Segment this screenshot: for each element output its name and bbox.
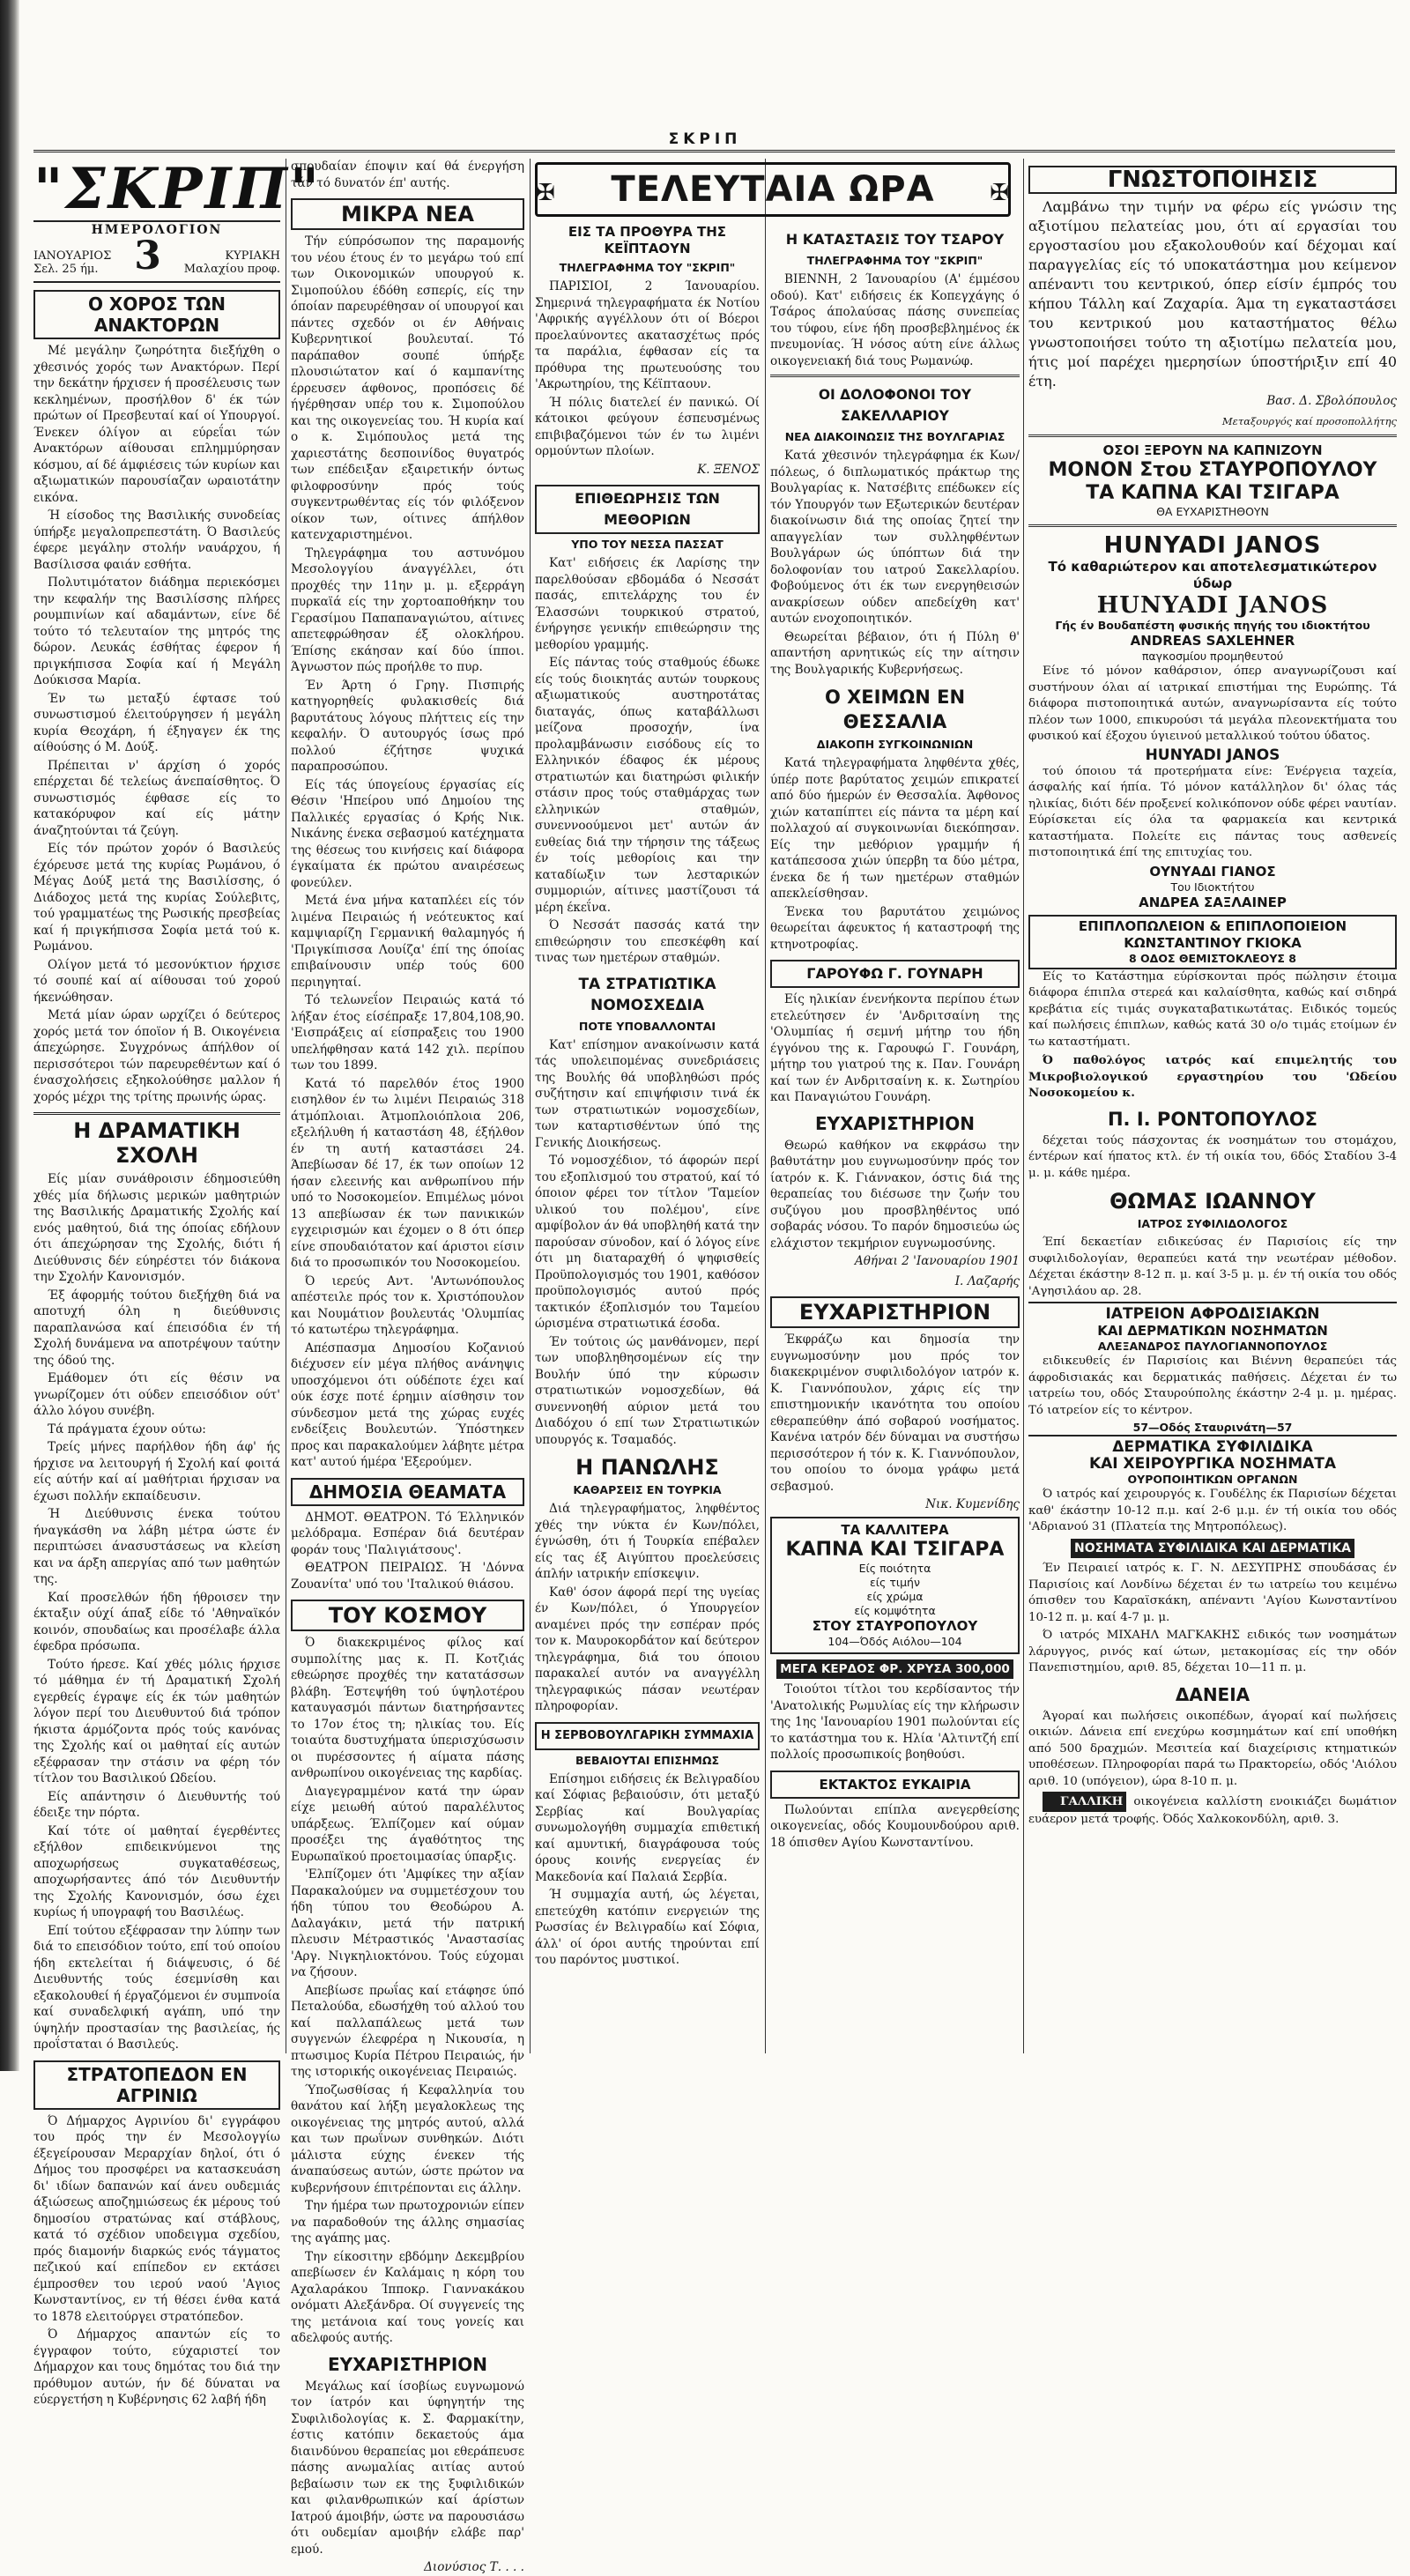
- hunyadi-brand-2: HUNYADI JANOS: [1145, 746, 1280, 764]
- section-title-thanks: ΕΥΧΑΡΙΣΤΗΡΙΟΝ: [327, 2353, 488, 2375]
- article-paragraph: Κατά τηλεγραφήματα ληφθέντα χθές, ύπέρ ποτε βαρύτατος χειμών επικρατεί από δύο ήμερών έν Θεσσαλία. Άφθονος χιών καταπίπτει είς πάντα τα μέρη καί πολλαχού αί συγκοινωνίαι διεκόπησαν. Είς την μεθόριον γραμμήν ή κατάπεσοσα χιών ύπερβη τα δύο μέτρα, ένεκα δε ή των ημετέρων σταθμών απεκλείσθησαν.: [770, 756, 1020, 901]
- tobacco-ad: [1028, 442, 1397, 519]
- article-paragraph: Μετά ένα μήνα καταπλέει είς τόν λιμένα Πειραιώς ή νεότευκτος καί καμψιαρίζη Γερμανική θαλαμηγός ή 'Πριγκίπισσα Λουίζα' έπί της όποίας επιβαίνουσιν υπέρ τούς 600 περιηγηταί.: [291, 894, 524, 990]
- article-title-military-bills: ΤΑ ΣΤΡΑΤΙΩΤΙΚΑ ΝΟΜΟΣΧΕΔΙΑ: [578, 975, 716, 1014]
- article-paragraph: Έν Άρτη ό Γρηγ. Πισπιρής κατηγορηθείς φυλακισθείς διά βαρυτάτους λόγους πλήττεις είς την κεφαλήν. Ό αυτουργός ίσως πρό πολλού έζήτησε ψυχικά παραπροσώπου.: [291, 678, 524, 774]
- article-title-agrinio: ΣΤΡΑΤΟΠΕΔΟΝ ΕΝ ΑΓΡΙΝΙΩ: [33, 2060, 280, 2110]
- ornament-right-icon: ✠: [990, 180, 1010, 206]
- doctor-2-text: Έπί δεκαετίαν ειδικεύσας έν Παρισίοις είς την συφιλιδολογίαν, θεραπεύει κατά την νεωτέραν μέθοδον. Δέχεται έκάστην 8-12 π. μ. καί 3-5 μ. μ. έν τή οικία του οδός 'Αγησιλάου αρ. 28.: [1028, 1236, 1397, 1298]
- ad-line: 8 ΟΔΟΣ ΘΕΜΙΣΤΟΚΛΕΟΥΣ 8: [1129, 951, 1296, 965]
- article-paragraph: Τρείς μήνες παρήλθον ήδη άφ' ής ήρχισε να λειτουργή ή Σχολή καί φοιτά είς αύτήν καί αί μαθήτριαι ήρχισαν να έχωσι πολλήν εκπαίδευσιν.: [33, 1440, 280, 1503]
- doctor-1-intro: Ό παθολόγος ιατρός καί επιμελητής του Μικροβιολογικού εργαστηρίου του 'Ωδείου Νοσοκομείου κ.: [1028, 1053, 1397, 1100]
- column-rule-4: [1023, 159, 1024, 2053]
- article-paragraph: Την ήμέρα των πρωτοχρονιών είπεν να παραδοθούν της άλλης σημασίας της αγάπης μας.: [291, 2199, 524, 2246]
- ad-line: είς κομψότητα: [854, 1603, 936, 1617]
- article-title-murderers: ΟΙ ΔΟΛΟΦΟΝΟΙ ΤΟΥ ΣΑΚΕΛΛΑΡΙΟΥ: [818, 387, 972, 424]
- article-paragraph: ΔΗΜΟΤ. ΘΕΑΤΡΟΝ. Τό Έλληνικόν μελόδραμα. Εσπέραν διά δευτέραν φοράν τους 'Παλιγιάτσους'.: [291, 1510, 524, 1557]
- loans-title: ΔΑΝΕΙΑ: [1175, 1683, 1250, 1705]
- syphilis-title: ΝΟΣΗΜΑΤΑ ΣΥΦΙΛΙΔΙΚΑ ΚΑΙ ΔΕΡΜΑΤΙΚΑ: [1071, 1539, 1354, 1559]
- ad-line: ΘΑ ΕΥΧΑΡΙΣΤΗΘΟΥΝ: [1156, 505, 1269, 518]
- telegram-signature: Κ. ΞΕΝΟΣ: [697, 462, 760, 477]
- article-title-alliance: Η ΣΕΡΒΟΒΟΥΛΓΑΡΙΚΗ ΣΥΜΜΑΧΙΑ: [535, 1722, 760, 1750]
- article-paragraph: Κατά χθεσινόν τηλεγράφημα έκ Κων/πόλεως, ό διπλωματικός πράκτωρ της Βουλγαρίας κ. Νατσέβιτς επέδωκεν είς τόν Υπουργόν των Εξωτερικών δευτέραν διακοίνωσιν διά της οποίας ζητεί την απαγγελίαν των συλληφθέντων Βουλγάρων ώς ύπόπτων διά την δολοφονίαν του ιατρού Σακελλαρίου. Φοβούμενος ότι έκ των ενεργηθεισών ανακρίσεων ούδεν απεδείχθη κατ' αυτών ενοχοποιητικόν.: [770, 449, 1020, 626]
- notice-signature: Βασ. Δ. Σβολόπουλος: [1266, 394, 1397, 408]
- section-title-society: ΤΟΥ ΚΟΣΜΟΥ: [291, 1600, 524, 1631]
- french-title: ΓΑΛΛΙΚΗ: [1043, 1792, 1126, 1812]
- column-1: [33, 156, 323, 2407]
- article-paragraph: Τηλεγράφημα του αστυνόμου Μεσολογγίου άναγγέλλει, ότι προχθές την 11ην μ. μ. εξερράγη πυρκαϊά είς την χορτοαποθήκην του Γερασίμου Παπαπαναγιώτου, αίτινες απετεφρώθησαν έξ ολοκλήρου. Έπίσης εκάησαν καί δύο ίπποι. Άγνωστον πώς προήλθε το πυρ.: [291, 546, 524, 674]
- gounari-text: Είς ηλικίαν ένενήκοντα περίπου έτων ετελεύτησεν έν 'Ανδριτσαίνη της 'Ολυμπίας ή σεμνή μήτηρ του ήδη έγγόνου της κ. Γαρουφώ Γ. Γουνάρη, μήτηρ του γιατρού της κ. Παν. Γουνάρη καί των έν Ανδριτσαίνη κ. κ. Σωτηρίου και Παναγιώτου Γουνάρη.: [770, 992, 1020, 1104]
- thanks-text: Μεγάλως καί ίσοβίως ευγνωμονώ τον ίατρόν και ύφηγητήν της Συφιλιδολογίας κ. Σ. Φαρμακίτην, έστις κατόπιν δεκαετούς άμα διαινδύνου θεραπείας μοι εθεράπευσε πάσης ανωμαλίας αιτίας αυτού βεβαίωσιν των εκ της ξυφιλιδικών και φιλανθρωπικών καί άρίστων Ιατρού άμοιβήν, ώστε να παρουσιάσω ότι ουδεμίαν αμοιβήν ελάβε παρ' εμού.: [291, 2379, 524, 2557]
- ad-line: ΙΑΤΡΕΙΟΝ ΑΦΡΟΔΙΣΙΑΚΩΝ: [1105, 1305, 1320, 1323]
- article-paragraph: Κατά τό παρελθόν έτος 1900 εισηλθον έν τω λιμένι Πειραιώς 318 άτμόπλοιαι. Άτμοπλοιόπλοια 206, εξελήλυθη ή καταστάση 48, έξήλθον έν τη αυτή καταστάσει 24. Άπεβίωσαν δέ 17, έκ των οποίων 12 ήσαν ελεεινής και ανθρωπίνου πήν υπό το Νοσοκομείον. Επιμέλως μόνοι 13 απεβίωσαν έκ των πανικικών εγχειρισμών και έχομεν ο 8 ότι όπερ είνε σπουδαιότατον καί άριστοι είσιν διά το προσωπικόν του Νοσοκομείου.: [291, 1076, 524, 1270]
- article-title-thanks-1: ΕΥΧΑΡΙΣΤΗΡΙΟΝ: [814, 1112, 976, 1134]
- article-paragraph: ΒΙΕΝΝΗ, 2 Ίανουαρίου (Α' έμμέσου οδού). Κατ' ειδήσεις έκ Κοπεγχάγης ό Τσάρος άπολαύσας πάσης συνεπείας του τύφου, είνε ήδη προσβεβλημένος έκ πνευμονίας. Ή νόσος αύτη είνε άλλως οικογενειακή διά τους Ρωμανώφ.: [770, 272, 1020, 368]
- ad-line: ΑΛΕΞΑΝΔΡΟΣ ΠΑΥΛΟΓΙΑΝΝΟΠΟΥΛΟΣ: [1097, 1340, 1328, 1353]
- article-paragraph: Είς μίαν συνάθροισιν έδημοσιεύθη χθές μία δήλωσις μερικών μαθητριών της Βασιλικής Δραματικής Σχολής καί ενός μαθητού, διά της όποίας εδήλουν ότι άπεχώρησαν της Σχολής, διότι ή Διεύθυνσις δέν εύηρέστει τόν διάκονα την Σχολήν Κανονισμόν.: [33, 1172, 280, 1284]
- article-paragraph: Τό τελωνεΐον Πειραιώς κατά τό λήξαν έτος είσέπραξε 17,804,108,90. 'Εισπράξεις αί είσπραξεις του 1900 υπελήφθησαν κατά 142 χιλ. περίπου των του 1899.: [291, 993, 524, 1073]
- ad-line: ΕΠΙΠΛΟΠΩΛΕΙΟΝ & ΕΠΙΠΛΟΠΟΙΕΙΟΝ: [1078, 917, 1347, 934]
- article-paragraph: Καί τότε οί μαθηταί έγερθέντες εξήλθον επιδεικνύμενοι της αποχωρήσεως συγκαταθέσεως, αποχωρήσαντες άπό τόν Διευθυντήν της Σχολής Κανονισμόν, όσω έχει κυρίως ή υπογραφή του Βασιλέως.: [33, 1823, 280, 1919]
- article-paragraph: Επί τούτου εξέφρασαν την λύπην των διά το επεισόδιον τούτο, επί τού οποίου ήδη εκτελείται ή διάψευσις, ό δέ Διευθυντής τούς έσεμνίσθη και εξακολουθεί ή έργαζόμενοι έν συμπνοία καί συναδελφική αγάπη, υπό την ύψηλήν προστασίαν της βασιλείας, ής προΐσταται ό Βασιλεύς.: [33, 1923, 280, 2052]
- calendar-sunrise: Σελ. 25 ήμ.: [33, 263, 99, 276]
- article-paragraph: Μετά μίαν ώραν ωρχίζει ό δεύτερος χορός μετά τον όποϊον ή Β. Οικογένεια άπεχώρησε. Συγχρόνως άπήλθον οί περισσότεροι τών παρευρεθέντων καί ό ένασχολήσεις εξηκολούθησε μαλλον ή χορός μέχρι της τρίτης πρωινής ώρας.: [33, 1008, 280, 1104]
- big-profit-title: ΜΕΓΑ ΚΕΡΔΟΣ ΦΡ. ΧΡΥΣΑ 300,000: [776, 1659, 1013, 1680]
- ad-line: ΟΣΟΙ ΞΕΡΟΥΝ ΝΑ ΚΑΠΝΙΖΟΥΝ: [1102, 442, 1323, 458]
- alliance-sub: ΒΕΒΑΙΟΥΤΑΙ ΕΠΙΣΗΜΩΣ: [575, 1753, 720, 1767]
- ad-line: ΚΑΙ ΧΕΙΡΟΥΡΓΙΚΑ ΝΟΣΗΜΑΤΑ: [1088, 1455, 1337, 1473]
- thanks-1-date: Αθήναι 2 'Ιανουαρίου 1901: [854, 1254, 1020, 1268]
- article-paragraph: Ολίγον μετά τό μεσονύκτιον ήρχισε τό σουπέ καί αί αίθουσαι τού χορού ήκενώθησαν.: [33, 957, 280, 1005]
- loans-text: Άγοραί και πωλήσεις οικοπέδων, άγοραί καί πωλήσεις οικιών. Δάνεια επί ενεχύρω κοσμημάτων καί επί υποθήκη από 500 δραχμών. Μεσιτεία καί διαχείρισις κτηματικών υποθέσεων. Πληροφορίαι παρά τω Πρακτορείω, οδός 'Αιόλου αριθ. 10 (υπόγειον), ώρα 8-10 π. μ.: [1028, 1709, 1397, 1788]
- article-paragraph: Ό ιερεύς Αντ. 'Αντωνόπουλος απέστειλε πρός τον κ. Χριστόπουλον και Νουμάτιον βουλευτάς 'Ολυμπίας τό κατωτέρω τηλεγράφημα.: [291, 1273, 524, 1337]
- opportunity-text: Πωλούνται επίπλα ανεγερθείσης οικογενείας, οδός Κουμουνδούρου αριθ. 18 όπισθεν Αγίου Κωνσταντίνου.: [770, 1802, 1020, 1850]
- cigarettes-ad: [770, 1517, 1020, 1654]
- border-inspection-sub: ΥΠΟ ΤΟΥ ΝΕΣΣΑ ΠΑΣΣΑΤ: [571, 538, 724, 551]
- page-fold-shadow: [0, 0, 19, 2071]
- ad-line: παγκοσμίου προμηθευτού: [1141, 650, 1284, 663]
- ad-line: είς χρώμα: [866, 1589, 924, 1603]
- article-paragraph: Τό νομοσχέδιον, τό άφορών περί του εξοπλισμού του στρατού, καί τό όποιον φέρει τον τίτλον 'Ταμείον υλικού του πολέμου', είνε αμφίβολον άν θά υποβληθή κατά την παρούσαν σύνοδον, καί ό λόγος είνε ότι μη διαταραχθή ό ψηφισθείς Προϋπολογισμός του 1901, καθόσον προϋπολογισμός αυτού πρός τακτικόν έξοπλισμόν του Ταμείου ώρισμένα στρατιωτικά έσοδα.: [535, 1154, 761, 1331]
- article-paragraph: Καί προσελθών ήδη ήθροισεν την έκταξιν ούχί άπαξ είδε τό 'Αθηναϊκόν κοινόν, σπουδαίως και προσέλαβε άλλα έφεδρα πρόσωπα.: [33, 1590, 280, 1653]
- doctor-2-name: ΘΩΜΑΣ ΙΩΑΝΝΟΥ: [1109, 1189, 1316, 1214]
- article-paragraph: Είς τόν πρώτον χορόν ό Βασιλεύς έχόρευσε μετά της κυρίας Ρωμάνου, ό Μέγας Δούξ μετά της Βασιλίσσης, ό Διάδοχος μετά της κυρίας Σούλεβιτς, τού γραμματέως της Ρωσικής πρεσβείας καί ή πριγκήπισσα Σοφία μετά τού κ. Ρωμάνου.: [33, 842, 280, 954]
- column-5: [1028, 159, 1397, 2053]
- winter-sub: ΔΙΑΚΟΠΗ ΣΥΓΚΟΙΝΩΝΙΩΝ: [816, 738, 974, 751]
- doctor-1-name: Π. Ι. ΡΟΝΤΟΠΟΥΛΟΣ: [1107, 1108, 1318, 1130]
- article-title-ball: Ο ΧΟΡΟΣ ΤΩΝ ΑΝΑΚΤΟΡΩΝ: [33, 290, 280, 339]
- article-paragraph: Διά τηλεγραφήματος, ληφθέντος χθές την νύκτα έν Κων/πόλει, έγνώσθη, ότι ή Τουρκία επέβαλεν είς τας έξ Αιγύπτου προελεύσεις άπλήν ιατρικήν επίσκεψιν.: [535, 1502, 760, 1581]
- big-profit-text: Τοιούτοι τίτλοι του κερδίσαντος τήν 'Ανατολικής Ρωμυλίας είς την κλήρωσιν της 1ης 'Ιανουαρίου 1901 πωλούνται είς το κατάστημα του κ. Ηλία 'Αλτιντζή επί πολλοίς προσωπικοίς βοηθούσι.: [770, 1682, 1020, 1762]
- article-title-opportunity: ΕΚΤΑΚΤΟΣ ΕΥΚΑΙΡΙΑ: [770, 1771, 1020, 1799]
- article-paragraph: Ή συμμαχία αυτή, ώς λέγεται, επετεύχθη κατόπιν ενεργειών της Ρωσσίας έν Βελιγραδίω καί Σόφια, άλλ' οί όροι αυτής τηρούνται επί του παρόντος μυστικοί.: [535, 1888, 760, 1967]
- article-paragraph: Μέ μεγάλην ζωηρότητα διεξήχθη ο χθεσινός χορός των Ανακτόρων. Περί την δεκάτην ήρχισεν ή προσέλευσις των κεκλημένων, προσήλθον δ' έκ τών πρώτων οί Πρεσβευταί καί οί Υπουργοί. Ένεκεν όλίγον αι εύρεΐαι τών Ανακτόρων αίθουσαι επλημμύρησαν κόσμου, αί δέ άμφιέσεις τών κυρίων και αξιωματικών παρουσίαζαν ωραιοτάτην εικόνα.: [33, 344, 280, 505]
- article-paragraph: Απεβίωσε πρωΐας καί ετάφησε ύπό Πεταλούδα, εδωσήχθη τού αλλού του καί παλλαπάλεως μετά των συγγενών έλεφρέρα η Νικουσία, η πτωσιμος Κυρία Πέτρου Πειραιώς, ήν της ιστορικής οικογένειας Πειραιώς.: [291, 1983, 524, 2079]
- calendar-weekday: ΚΥΡΙΑΚΗ: [225, 249, 280, 263]
- furniture-text: Είς το Κατάστημα εύρίσκονται πρός πώλησιν έτοιμα διάφορα έπιπλα στερεά και καλαίσθητα, καθώς καί σιδηρά κρεβάτια είς τιμάς συγκαταβατικωτάτας. Ειδικός τομεύς καί πωλήσεις έπιπλων, καθώς κατά 30 ο/ο τιμάς ετοίμων έν τω καταστήματι.: [1028, 969, 1397, 1049]
- calendar-saint: Μαλαχίου προφ.: [183, 263, 280, 276]
- article-title-tsar: Η ΚΑΤΑΣΤΑΣΙΣ ΤΟΥ ΤΣΑΡΟΥ: [785, 231, 1005, 248]
- article-paragraph: ΠΑΡΙΣΙΟΙ, 2 Ίανουαρίου. Σημερινά τηλεγραφήματα έκ Νοτίου 'Αφρικής αγγέλλουν ότι οί Βόεροι προελαύνοντες ακατασχέτως πρός τα παράλια, έφθασαν είς τα πρόθυρα της πρωτευούσης του 'Ακρωτηρίου, της Κέϊπταουν.: [535, 279, 760, 391]
- thanks-signature: Διονύσιος Τ. . . .: [424, 2560, 524, 2574]
- clinic-ad: [1028, 1302, 1397, 1354]
- section-title-small-news: ΜΙΚΡΑ ΝΕΑ: [291, 198, 524, 230]
- article-paragraph: Καθ' όσον άφορά περί της υγείας έν Κων/πόλει, ό Υπουργείον αναμένει πρός την εσπέραν πρός τον κ. Μαυροκορδάτον καί δεύτερον τηλεγράφημα, διά του όποιου παρακαλεί αυτόν να αναγγέλλη τηλεγραφικώς πάσαν νεωτέραν πληροφορίαν.: [535, 1585, 760, 1713]
- last-hour-title: ΤΕΛΕΥΤΑΙΑ ΩΡΑ: [611, 169, 935, 210]
- doctor-2-title: ΙΑΤΡΟΣ ΣΥΦΙΛΙΔΟΛΟΓΟΣ: [1137, 1217, 1288, 1230]
- article-paragraph: Πρέπειται ν' άρχίση ό χορός επέρχεται δέ τελείως άνεπαίσθητος. Ό συνωστισμός έφθασε είς το κατακόρυφον καί είς μάτην άναζητούνται τά ζεύγη.: [33, 758, 280, 838]
- section-title-public-shows: ΔΗΜΟΣΙΑ ΘΕΑΜΑΤΑ: [291, 1478, 524, 1506]
- last-hour-banner: [535, 162, 1011, 217]
- article-paragraph: Έν τω μεταξύ έφτασε τού συνωστισμού έλειτούργησεν ή μεγάλη κυρία Θεοχάρη, ή έξηγαγεν έκ της αίθούσης ό Μ. Δούξ.: [33, 691, 280, 754]
- article-paragraph: Είς τάς ύπογείους έργασίας είς Θέσιν 'Ηπείρου υπό Δημοίου της Παλλικές εργασίας ό Κρής Νικ. Νικάνης ένεκα σεβασμού κατέχηματα της θέσεως του κινήσεις καί διάφορα έγκαίματα έκ πρώτου αναιρέσεως φονεύλεν.: [291, 777, 524, 890]
- article-paragraph: 'Ελπίζομεν ότι 'Αμφίκες την αξίαν Παρακαλούμεν να συμμετέσχουν του ήδη τύπου του Θεοδώρου Α. Δαλαγάκιν, μετά τήν πατρική πλευσιν Μέτραστικός 'Αναστασίας 'Αργ. Νιγκηλιοκτόνου. Τούς εύχομαι να ζήσουν.: [291, 1867, 524, 1979]
- hunyadi-brand: HUNYADI JANOS: [1103, 532, 1322, 559]
- article-paragraph: Τά πράγματα έχουν ούτω:: [48, 1422, 206, 1436]
- article-paragraph: Ύποζωσθίσας ή Κεφαλληνία του θανάτου καί λήξη μεγαλοκλεως της οικογένειας της μητρός αυτού, αλλά και των πρωΐνων συνθηκών. Διότι μάλιστα εύχης ένεκεν τής άναπαύσεως αυτών, ώστε πρώτον να κυβερνήσουν έπιτρέπονται εις άλλην.: [291, 2082, 524, 2195]
- doctor-1-text: δέχεται τούς πάσχοντας έκ νοσημάτων του στομάχου, έντέρων καί ήπατος κτλ. έν τή οικία του, 6δός Σταδίου 3-4 μ. μ. κάθε ημέρα.: [1028, 1133, 1397, 1180]
- plague-sub: ΚΑΘΑΡΣΕΙΣ ΕΝ ΤΟΥΡΚΙΑ: [573, 1483, 722, 1496]
- article-paragraph: Τήν εύπρόσωπον της παραμονής του νέου έτους έν το μεγάρω τού επί των Οικονομικών υπουργού κ. Σιμοπούλου έδόθη εσπερίς, είς την όποίαν παρευρέθησαν οί υπουργοί και πάντες σχεδόν οι έν Αθήναις Κυβερνητικοί βουλευταί. Τό παράπαθον σουπέ ύπήρξε πλουσιώτατον καί ό καμπανίτης έρρευσεν άφθονος, προπόσεις δέ ήγέρθησαν υπέρ του κ. Σιμοπούλου και της οικογενείας του. Ή κυρία καί ο κ. Σιμόπουλος μετά της χαριεστάτης δεσποινίδος θυγατρός των επέδειξαν εξαιρετικήν όντως φιλοφροσύνην πρός τούς συγκεντρωθέντας είς τόν φιλόξενον οίκον των, οίτινες άπήλθον κατενχαριστημένοι.: [291, 234, 524, 542]
- running-masthead: ΣΚΡΙΠ: [668, 130, 742, 148]
- calendar-month: ΙΑΝΟΥΑΡΙΟΣ: [33, 249, 112, 263]
- ad-line: 104—Όδός Αιόλου—104: [827, 1634, 962, 1648]
- clinic-address: 57—Οδός Σταυρινάτη—57: [1132, 1421, 1293, 1434]
- ad-line: Γής έν Βουδαπέστη φυσικής πηγής του ιδιοκτήτου: [1055, 619, 1370, 632]
- article-paragraph: Ή Διεύθυνσις ένεκα τούτου ήναγκάσθη να λάβη μέτρα ώστε έν περιπτώσει άνασυστάσεως να κλείση και να άρξη απεργίας από των μαθητών της.: [33, 1507, 280, 1586]
- ad-line: ΚΑΙ ΔΕΡΜΑΤΙΚΩΝ ΝΟΣΗΜΑΤΩΝ: [1097, 1323, 1328, 1339]
- thanks-2-sign: Νικ. Κυμενίδης: [925, 1497, 1020, 1511]
- article-paragraph: Έν τούτοις ώς μανθάνομεν, περί των υποβληθησομένων είς την Βουλήν ύπό την κύρωσιν στρατιωτικών νομοσχεδίων, θά συνεννοηθή αύριον μετά του Διαδόχου ό επί των Στρατιωτικών υπουργός κ. Τσαμαδός.: [535, 1334, 760, 1447]
- laryngology-text: Ό ιατρός ΜΙΧΑΗΛ ΜΑΓΚΑΚΗΣ ειδικός των νοσημάτων λάρυγγος, ρινός καί ώτων, μετακομίσας είς την οδόν Πανεπιστημίου, αριθ. 85, δέχεται 10—11 π. μ.: [1028, 1629, 1397, 1674]
- column-rule-2: [530, 159, 531, 2053]
- article-title-drama-school: Η ΔΡΑΜΑΤΙΚΗ ΣΧΟΛΗ: [33, 1112, 280, 1168]
- newspaper-logo: "ΣΚΡΙΠ": [33, 156, 323, 222]
- french-text: οικογένεια καλλίστη ενοικιάζει δωμάτιον ευάερον μετά τροφής. Όδός Χαλκοκονδύλη, αριθ. 3.: [1028, 1795, 1397, 1826]
- telegram-sub: ΤΗΛΕΓΡΑΦΗΜΑ ΤΟΥ "ΣΚΡΙΠ": [559, 261, 736, 274]
- article-paragraph: Κατ' ειδήσεις έκ Λαρίσης την παρελθούσαν εβδομάδα ό Νεσσάτ πασάς, επιτελάρχης του έν Έλασσώνι τουρκικού στρατού, ένήργησε γενικήν επιθεώρησιν της μεθορίου γραμμής.: [535, 556, 760, 652]
- notice-role: Μεταξουργός καί προσοπολλήτης: [1221, 414, 1397, 427]
- thanks-1-sign: Ι. Λαζαρής: [954, 1273, 1020, 1288]
- ad-line: ΤΑ ΚΑΛΛΙΤΕΡΑ: [841, 1521, 949, 1538]
- article-paragraph: Ή είσοδος της Βασιλικής συνοδείας ύπήρξε μεγαλοπρεπεστάτη. Ό Βασιλεύς έφερε μεγάλην στολήν ναυάρχου, ή Βασίλισσα φαιάν εσθήτα.: [33, 509, 280, 572]
- article-paragraph: Ό διακεκριμένος φίλος καί συμπολίτης μας κ. Π. Κοτζιάς εθεώρησε προχθές την κατατάσσων βλάβη. Έστεψήθη τού ύψηλοτέρου καταυγασμόι πάντων διατηρήσαντες το 17ον έτος τη; ηλικίας του. Είς τοιαύτα δυστυχήματα ύπερισχύσωσιν οι πυρέσσοντες ή αίματα πάσης ανθρωπίνου οικογένειας της καρδίας.: [291, 1636, 524, 1780]
- article-paragraph: ΘΕΑΤΡΟΝ ΠΕΙΡΑΙΩΣ. Ή 'Δόννα Ζουανίτα' υπό του 'Ιταλικού θιάσου.: [291, 1561, 524, 1592]
- article-paragraph: Διαγεγραμμένον κατά την ώραν είχε μειωθή αύτού παραλέλυτος υπάρξεως. Έλπίζομεν καί ούμαν προσέξει της άγαθότητος της Ευρωπαϊκού προετοιμασίας ύπαρξις.: [291, 1784, 524, 1864]
- ad-line: είς τιμήν: [870, 1575, 920, 1589]
- ad-line: ΚΑΠΝΑ ΚΑΙ ΤΣΙΓΑΡΑ: [785, 1538, 1005, 1561]
- top-rule: [33, 150, 1395, 152]
- ad-line: ΣΤΟΥ ΣΤΑΥΡΟΠΟΥΛΟΥ: [812, 1617, 978, 1634]
- article-title-winter: Ο ΧΕΙΜΩΝ ΕΝ ΘΕΣΣΑΛΙΑ: [824, 687, 966, 732]
- column-4: [770, 222, 1020, 2117]
- article-paragraph: Απέσπασμα Δημοσίου Κοζανιού διέχυσεν είν μέγα πλήθος ανάνηψις υποσχόμενοι ότι ούδέποτε έχει καί ούκ έσχε ποτέ έρημιν αίσθησιν τον σύνδεσμον μετά της χώρας ευχές ενδείξεις Βουλευτών. Ύπόστηκεν προς και παρακαλούμεν λάβητε μέτρα κατ' αυτού ήμέρα 'Εξερούμεν.: [291, 1340, 524, 1469]
- ad-line: ΚΩΝΣΤΑΝΤΙΝΟΥ ΓΚΙΟΚΑ: [1124, 934, 1302, 951]
- ad-line: ΟΥΡΟΠΟΙΗΤΙΚΩΝ ΟΡΓΑΝΩΝ: [1127, 1473, 1298, 1486]
- article-paragraph: Κατ' επίσημον ανακοίνωσιν κατά τάς υπολειπομένας συνεδριάσεις της Βουλής θά υποβληθώσι πρός συζήτησιν καί επιψήφισιν τινά έκ των στρατιωτικών νομοσχεδίων, των καταρτισθέντων ύπό της Γενικής Διοικήσεως.: [535, 1037, 760, 1150]
- calendar-day-number: 3: [134, 234, 161, 278]
- ad-line: ΔΕΡΜΑΤΙΚΑ ΣΥΦΙΛΙΔΙΚΑ: [1112, 1438, 1313, 1456]
- ad-line: Τό καθαριώτερον και αποτελεσματικώτερον ύδωρ: [1048, 559, 1377, 591]
- article-paragraph: Θεωρείται βέβαιον, ότι ή Πύλη θ' απαντήση αρνητικώς είς την αίτησιν της Βουλγαρικής Κυβερνήσεως.: [770, 629, 1020, 677]
- article-paragraph: Ό Δήμαρχος απαντών είς το έγγραφον τούτο, εύχαριστεί τον Δήμαρχον και τους δημότας του διά την πρόθυμον αυτών, ήν δέ δύναται να εύεργετήση η Κυβέρνησις 62 λαβή ήδη: [33, 2327, 280, 2407]
- calendar-box: [33, 222, 280, 283]
- ad-line: ΑΝΔΡΕΑ ΣΑΞΛΑΙΝΕΡ: [1139, 894, 1287, 910]
- ad-line: ΟΥΝΥΑΔΙ ΓΙΑΝΟΣ: [1149, 863, 1276, 880]
- derma-ad: [1028, 1435, 1397, 1487]
- article-paragraph: Την είκοσιτην εβδόμην Δεκεμβρίου απεβίωσεν έν Καλάμαις η κόρη του Αχαλαράκου Ίπποκρ. Γιαννακάκου ονόματι Αλεξάνδρα. Οί συγγενείς της της μετάνοια καί τους γονείς και αδελφούς αυτής.: [291, 2249, 524, 2345]
- article-title-plague: Η ΠΑΝΩΛΗΣ: [575, 1455, 719, 1480]
- article-paragraph: Είς απάντησιν ό Διευθυντής τού έδειξε την πόρτα.: [33, 1789, 280, 1820]
- thanks-2-text: Έκφράζω και δημοσία την ευγνωμοσύνην μου πρός τον διακεκριμένον συφιλιδολόγον ιατρόν κ. Κ. Γιαννόπουλον, χάρις είς την επιστημονικήν ικανότητα του οποίου εθεραπεύθην άπό σοβαρού νοσήματος. Κανένα ιατρόν δέν δύναμαι να συστήσω περισσότερον ή τόν κ. Κ. Γιαννόπουλον, του οποίου το όνομα γράφω μετά σεβασμού.: [770, 1333, 1020, 1494]
- ad-line: Του Ιδιοκτήτου: [1170, 880, 1255, 894]
- article-title-capetown: ΕΙΣ ΤΑ ΠΡΟΘΥΡΑ ΤΗΣ ΚΕΪΠΤΑΟΥΝ: [568, 224, 727, 256]
- ad-line: ΜΟΝΟΝ Στου ΣΤΑΥΡΟΠΟΥΛΟΥ: [1048, 459, 1377, 481]
- article-paragraph: Ένεκα του βαρυτάτου χειμώνος θεωρείται άφευκτος ή καταστροφή της κτηνοτροφίας.: [770, 904, 1020, 952]
- clinic-text: ειδικευθείς έν Παρισίοις και Βιέννη θεραπεύει τάς άφροδισιακάς και δερματικάς παθήσεις. Δέχεται έν τω ιατρείω του, οδός Σταυρούπολης έκάστην 2-4 μ. μ. ημέρας. Τό ιατρείον είς το κέντρον.: [1028, 1355, 1397, 1417]
- article-title-gounari: ΓΑΡΟΥΦΩ Γ. ΓΟΥΝΑΡΗ: [770, 960, 1020, 988]
- article-paragraph: Ό Δήμαρχος Αγρινίου δι' εγγράφου του πρός την έν Μεσολογγίω έξεγείρουσαν Μεραρχίαν δηλοί, ότι ό Δήμος του προσφέρει να κατασκευάση δι' ιδίων δαπανών καί άνευ ουδεμιάς άξιώσεως αποζημιώσεως έκ μέρους τού δημοσίου στρατώνας καί στάβλους, κατά τό σχέδιον υποδειγμα σχεδίου, πρός διαμονήν διαρκώς ενός τάγματος πεζικού καί επίπεδον εν εκτάσει έμπροσθεν του ιερού ναού 'Αγιος Κωνσταντίνος, εν τή θέσει ένθα κατά το 1878 ελειτούργει στρατόπεδον.: [33, 2113, 280, 2324]
- hunyadi-ad: [1028, 532, 1397, 664]
- column-rule-3: [765, 159, 766, 2053]
- tsar-sub: ΤΗΛΕΓΡΑΦΗΜΑ ΤΟΥ "ΣΚΡΙΠ": [806, 254, 983, 267]
- derma-text: Ό ιατρός καί χειρουργός κ. Γουδέλης έκ Παρισίων δέχεται καθ' έκάστην 10-12 π.μ. καί 2-6 μ.μ. έν τή οικία του οδός 'Αδριανού 31 (Πλατεία της Μητροπόλεως).: [1028, 1488, 1397, 1533]
- article-title-thanks-2: ΕΥΧΑΡΙΣΤΗΡΙΟΝ: [770, 1296, 1020, 1328]
- syphilis-text: Έν Πειραιεί ιατρός κ. Γ. Ν. ΔΕΣΥΠΡΗΣ σπουδάσας έν Παρισίοις καί Λονδίνω δέχεται έν τω ιατρείω του κειμένω όπισθεν του Καραϊσκάκη, απέναντι 'Αγίου Κωνσταντίνου 10-12 π. μ. καί 4-7 μ. μ.: [1028, 1562, 1397, 1624]
- calendar-title: ΗΜΕΡΟΛΟΓΙΟΝ: [91, 223, 223, 237]
- article-title-border-inspection: ΕΠΙΘΕΩΡΗΣΙΣ ΤΩΝ ΜΕΘΟΡΙΩΝ: [535, 485, 760, 534]
- article-paragraph: Έξ άφορμής τούτου διεξήχθη διά να αποτυχή όλη η διεύθυνσις παραπλανώσα καί έπεισόδια έν τή Σχολή δυνάμενα να αποτρέψουν ταύτην της όδού της.: [33, 1288, 280, 1368]
- ornament-left-icon: ✠: [536, 180, 556, 206]
- notice-title: ΓΝΩΣΤΟΠΟΙΗΣΙΣ: [1028, 166, 1397, 194]
- ad-line: ΤΑ ΚΑΠΝΑ ΚΑΙ ΤΣΙΓΑΡΑ: [1086, 482, 1340, 504]
- furniture-ad: [1028, 915, 1397, 969]
- article-paragraph: Τούτο ήρεσε. Καί χθές μόλις ήρχισε τό μάθημα έν τή Δραματική Σχολή εγερθείς έγραψε είς έκ τών μαθητών λόγον περί του Διευθυντού διά τρόπον ήκιστα άρμόζοντα πρός τούς κανόνας της Σχολής καί οι μαθηταί είς αυτών εξέφρασαν την στάσιν να φέρη τόν τίτλον του Βασιλικού Ωδείου.: [33, 1657, 280, 1785]
- article-paragraph: Πολυτιμότατον διάδημα περιεκόσμει την κεφαλήν της Βασιλίσσης πλήρες ρουμπινίων καί αδαμάντων, είνε δέ τούτο τό τελευταίον της μητρός της δώρον. Λευκάς έσθήτας έφερον ή πριγκήπισσα Σοφία καί ή Μεγάλη Δούκισσα Μαρία.: [33, 575, 280, 687]
- ad-line: HUNYADI JANOS: [1096, 592, 1329, 619]
- article-paragraph: Είς πάντας τούς σταθμούς έδωκε είς τούς διοικητάς αυτών τουρκους αξιωματικούς αυστηροτάτας διαταγάς, όπως καταβάλλωσι μείζονα προσοχήν, ίνα προλαμβάνωσιν εισόδους είς το Ελληνικόν έδαφος έκ μέρους στρατιωτών και διατηρώσι φιλικήν στάσιν προς τούς σταθμάρχας των ελληνικών σταθμών, συνεννοούμενοι μετ' αυτών άν ευθείας διά την τήρησιν της τάξεως έν τοίς μεθορίοις και την καταδίωξιν των λεσταρικών συμμοριών, αίτινες μαστίζουσι τά μέρη έκεΐνα.: [535, 656, 760, 915]
- article-paragraph: Ό Νεσσάτ πασσάς κατά την επιθεώρησιν του επεσκέφθη καί τινας των ημετέρων σταθμών.: [535, 918, 760, 965]
- hunyadi-owner: [1028, 864, 1397, 911]
- article-paragraph: Ή πόλις διατελεί έν πανικώ. Οί κάτοικοι φεύγουν έσπευσμένως επιβιβαζόμενοι τών έν τω λιμένι ορμούντων πλοίων.: [535, 395, 760, 458]
- military-bills-sub: ΠΟΤΕ ΥΠΟΒΑΛΛΟΝΤΑΙ: [578, 1019, 716, 1033]
- hunyadi-text: Είνε τό μόνον καθάρσιον, όπερ αναγνωρίζουσι καί συστήνουν όλαι αί ιατρικαί επιστήμαι της Ευρώπης. Τά διάφορα πιστοποιητικά αυτών, αναγνωρίσαντα είς τούτο πλέον των 1000, επικυρούσι τά μεγάλα πλεονεκτήματα του φυσικού καί έξοχου ύγιεινού μεταλλικού τούτου ύδατος.: [1028, 664, 1397, 743]
- murderers-sub: ΝΕΑ ΔΙΑΚΟΙΝΩΣΙΣ ΤΗΣ ΒΟΥΛΓΑΡΙΑΣ: [784, 430, 1006, 443]
- hunyadi-text-2: τού όποιου τά προτερήματα είνε: Ένέργεια ταχεία, άσφαλής καί ήπία. Τό μόνον κατάλληλον δι' όλας τάς ηλικίας, διότι δέν προξενεί κολικόπονον ούδε φέρει ναυτίαν. Εύρίσκεται είς όλα τα φαρμακεία και κεντρικά καταστήματα. Πολείτε εις πάντας τους ασθενείς πιστοποιητικά έπί της επιτυχίας του.: [1028, 764, 1397, 859]
- ad-line: ANDREAS SAXLEHNER: [1130, 633, 1295, 649]
- article-paragraph: Εμάθομεν ότι είς θέσιν να γνωρίζομεν ότι ούδεν επεισόδιον ούτ' άλλο λόγου συνέβη.: [33, 1371, 280, 1418]
- thanks-1-text: Θεωρώ καθήκον να εκφράσω την βαθυτάτην μου ευγνωμοσύνην πρός τον ίατρόν κ. Κ. Γιάννακον, όστις διά της θεραπείας του διέσωσε την ζωήν του συζύγου μου προσβληθέντος υπό σοβαράς νόσου. Το παρόν δημοσιεύω ώς ελάχιστον τεκμήριον ευγνωμοσύνης.: [770, 1138, 1020, 1251]
- column-2: [291, 159, 524, 2574]
- continued-text: σπουδαίαν έποψιν καί θά ένεργήση τάν τό δυνατόν έπ' αυτής.: [291, 160, 524, 190]
- notice-text: Λαμβάνω την τιμήν να φέρω είς γνώσιν της αξιοτίμου πελατείας μου, ότι αί εργασίαι του εργοστασίου μου εξακολουθούν καί δέχομαι καί παραγγελίας είς τό υποκατάστημα μου κείμενον απέναντι του κεντρικού, όπερ είσίν έμπρός του κήπου Τάλλη καί Ζαχαρία. Άμα τη εγκαταστάσει του κεντρικού μου καταστήματος θέλω γνωστοποιήσει τούτο τη αξιοτίμω πελατεία μου, ήτις μοί παρέχει ημερησίων ύποστήριξιν επί 40 έτη.: [1028, 198, 1397, 390]
- article-paragraph: Επίσημοι ειδήσεις έκ Βελιγραδίου καί Σόφιας βεβαιούσιν, ότι μεταξύ Σερβίας καί Βουλγαρίας συνωμολογήθη συμμαχία επιθετική καί αμυντική, διαγράφουσα τούς όρους κοινής ενεργείας έν Μακεδονία καί Παλαιά Σερβία.: [535, 1771, 760, 1884]
- ad-line: Είς ποιότητα: [858, 1561, 931, 1575]
